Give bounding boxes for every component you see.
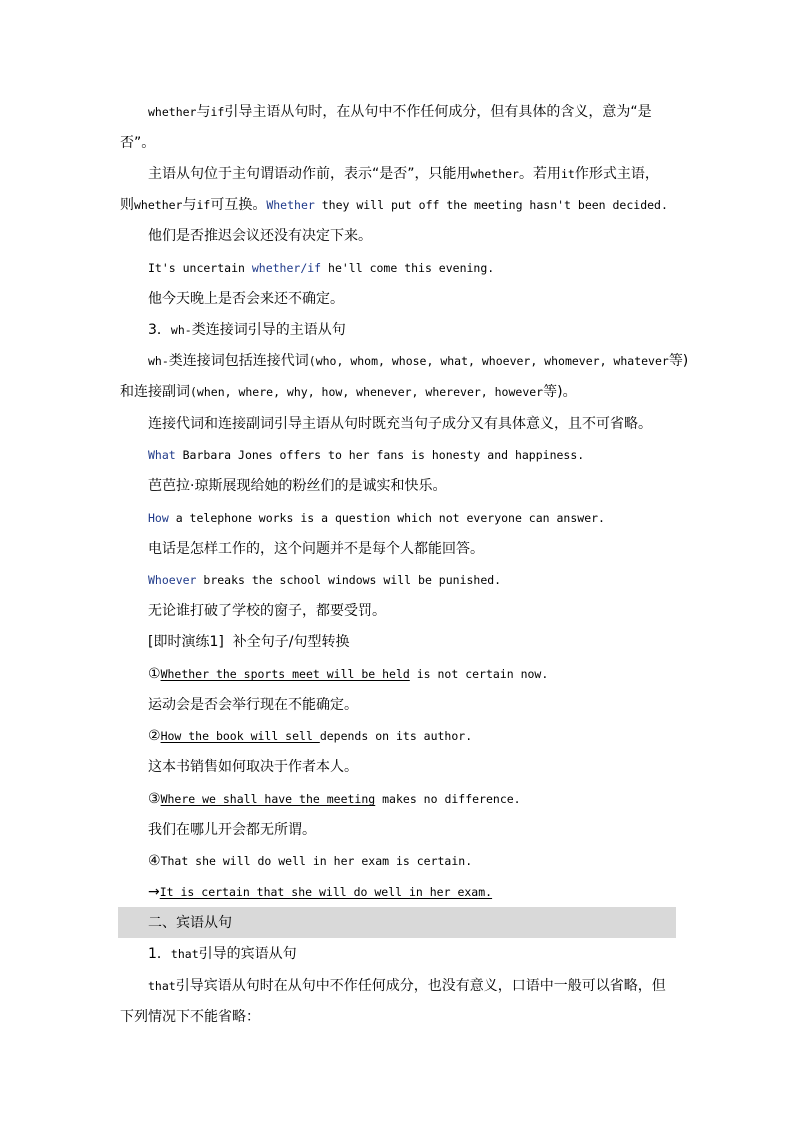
example-translation [148,476,446,496]
practice-translation-3 [148,820,316,840]
heading-number: 1． [148,946,171,962]
text: makes no difference. [375,792,521,806]
example-translation [148,289,344,309]
item-number: ② [148,728,161,744]
keyword-whether: whether [134,198,183,212]
text: 可互换。 [210,197,267,213]
keyword-that: that [170,947,199,961]
keyword-if: if [196,198,211,212]
text: That she will do well in her exam is certain. [160,854,473,868]
subsection-heading-3 [148,320,346,340]
text: is not certain now. [409,667,549,681]
pronoun-list: (who, whom, whose, what, whoever, whomever, whatever [308,354,669,368]
practice-title: 补全句子/句型转换 [232,634,350,650]
heading-text: 类连接词引导的主语从句 [191,322,346,338]
text: 这本书销售如何取决于作者本人。 [148,759,358,775]
practice-item-2 [148,726,472,746]
practice-tag: [即时演练1] [148,634,224,650]
text: 否”。 [120,135,156,151]
item-number: ④ [148,853,161,869]
highlight-whoever: Whoever [148,573,197,587]
heading-text: 引导的宾语从句 [198,946,297,962]
text: a telephone works is a question which not everyone can answer. [168,511,605,525]
text: 。若用 [518,166,561,182]
paragraph-whether-if-line2 [120,133,155,153]
keyword-if: if [210,105,225,119]
text: 引导主语从句时，在从句中不作任何成分，但有具体的含义，意为“是 [224,104,652,120]
answer-underlined: Where we shall have the meeting [160,792,376,806]
answer-underlined: How the book will sell [160,729,320,743]
text: 引导宾语从句时在从句中不作任何成分，也没有意义，口语中一般可以省略，但 [175,978,666,994]
text: 他们是否推迟会议还没有决定下来。 [148,228,372,244]
text: 他今天晚上是否会来还不确定。 [148,291,344,307]
practice-translation-2 [148,757,358,777]
practice-item-1 [148,664,548,684]
text: 电话是怎样工作的，这个问题并不是每个人都能回答。 [148,541,484,557]
keyword-that: that [148,979,176,993]
example-sentence: they will put off the meeting hasn't been decided. [314,198,668,212]
paragraph-that-line2 [120,1007,260,1027]
highlight-how: How [148,511,169,525]
practice-item-3 [148,789,521,809]
text: 我们在哪儿开会都无所谓。 [148,822,316,838]
keyword-wh: wh- [148,354,169,368]
text: 等)。 [543,384,577,400]
example-translation [148,601,386,621]
highlight-what: What [148,448,176,462]
keyword-whether: whether [148,105,197,119]
keyword-it: it [560,167,575,181]
item-number: ③ [148,791,161,807]
text: 作形式主语， [574,166,659,182]
arrow-icon: → [148,884,160,900]
text: breaks the school windows will be punished. [196,573,502,587]
text: he'll come this evening. [321,261,495,275]
paragraph-rule [148,414,652,434]
text: 与 [196,104,211,120]
highlight-whether-if: whether/if [251,261,322,275]
example-translation [148,539,484,559]
example-sentence [148,570,501,590]
highlight-whether: Whether [266,198,315,212]
item-number: ① [148,666,161,682]
text: 芭芭拉·琼斯展现给她的粉丝们的是诚实和快乐。 [148,478,447,494]
keyword-wh: wh- [170,323,192,337]
paragraph-that-line1 [148,976,666,996]
section-heading [148,913,232,933]
paragraph-subject-clause-line1 [148,164,659,184]
text: 主语从句位于主句谓语动作前，表示“是否”，只能用 [148,166,471,182]
practice-answer-4 [148,882,492,902]
paragraph-subject-clause-line2 [120,195,668,215]
text: 连接代词和连接副词引导主语从句时既充当句子成分又有具体意义，且不可省略。 [148,416,652,432]
example-sentence [148,445,584,465]
heading-number: 3． [148,322,171,338]
text: 等) [668,353,689,369]
example-sentence [148,258,494,278]
heading-text: 二、宾语从句 [148,915,232,931]
practice-heading [148,632,349,652]
answer-underlined: It is certain that she will do well in her exam. [159,885,493,899]
paragraph-whether-if-line1 [148,102,652,122]
text: 运动会是否会举行现在不能确定。 [148,697,358,713]
practice-translation-1 [148,695,358,715]
text: 无论谁打破了学校的窗子，都要受罚。 [148,603,386,619]
text: 与 [182,197,197,213]
adverb-list: (when, where, why, how, whenever, wherever, however [190,385,544,399]
answer-underlined: Whether the sports meet will be held [160,667,410,681]
text: 类连接词包括连接代词 [168,353,309,369]
text: 和连接副词 [120,384,190,400]
text: 下列情况下不能省略： [120,1009,260,1025]
practice-item-4 [148,851,472,871]
paragraph-wh-line2 [120,382,577,402]
text: Barbara Jones offers to her fans is honesty and happiness. [175,448,585,462]
example-sentence [148,508,605,528]
keyword-whether: whether [470,167,519,181]
text: It's uncertain [148,261,252,275]
subsection-heading-1 [148,944,297,964]
text: depends on its author. [319,729,473,743]
text: 则 [120,197,134,213]
example-translation [148,226,372,246]
paragraph-wh-line1 [148,351,688,371]
